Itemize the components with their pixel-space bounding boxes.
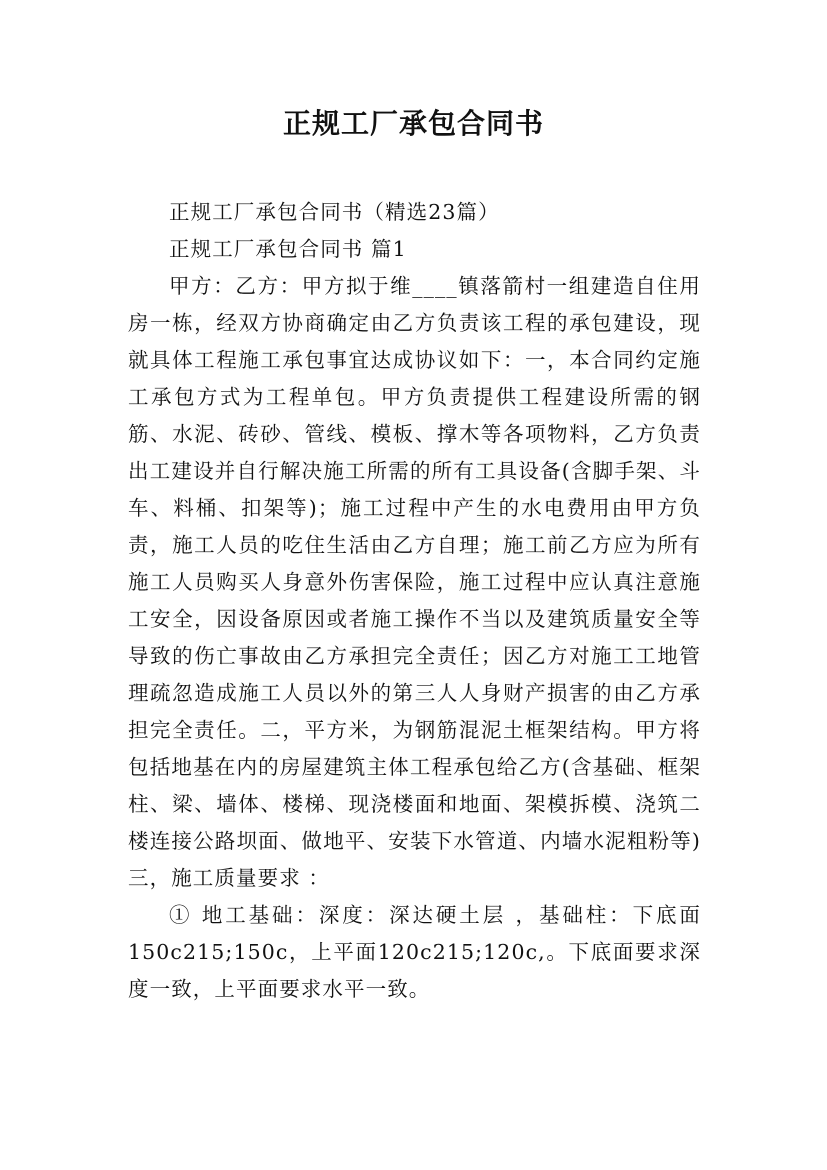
body-paragraph: ① 地工基础：深度：深达硬土层 ，基础柱：下底面150c215;150c，上平面120c215;120c,。下底面要求深度一致，上平面要求水平一致。 (128, 903, 701, 1001)
document-body (128, 194, 701, 1008)
subtitle-paragraph: 正规工厂承包合同书（精选23篇） (169, 200, 500, 224)
section-heading: 正规工厂承包合同书 篇1 (169, 237, 407, 261)
document-title: 正规工厂承包合同书 (282, 107, 544, 140)
body-paragraph: 甲方：乙方：甲方拟于维____镇落箭村一组建造自住用房一栋，经双方协商确定由乙方负责该工程的承包建设，现就具体工程施工承包事宜达成协议如下：一，本合同约定施工承包方式为工程单包。甲方负责提供工程建设所需的钢筋、水泥、砖砂、管线、模板、撑木等各项物料，乙方负责出工建设并自行解决施工所需的所有工具设备(含脚手架、斗车、料桶、扣架等)；施工过程中产生的水电费用由甲方负责，施工人员的吃住生活由乙方自理；施工前乙方应为所有施工人员购买人身意外伤害保险，施工过程中应认真注意施工安全，因设备原因或者施工操作不当以及建筑质量安全等导致的伤亡事故由乙方承担完全责任；因乙方对施工工地管理疏忽造成施工人员以外的第三人人身财产损害的由乙方承担完全责任。二，平方米，为钢筋混泥土框架结构。甲方将包括地基在内的房屋建筑主体工程承包给乙方(含基础、框架柱、梁、墙体、楼梯、现浇楼面和地面、架模拆模、浇筑二楼连接公路坝面、做地平、安装下水管道、内墙水泥粗粉等)三，施工质量要求 ： (128, 274, 701, 890)
